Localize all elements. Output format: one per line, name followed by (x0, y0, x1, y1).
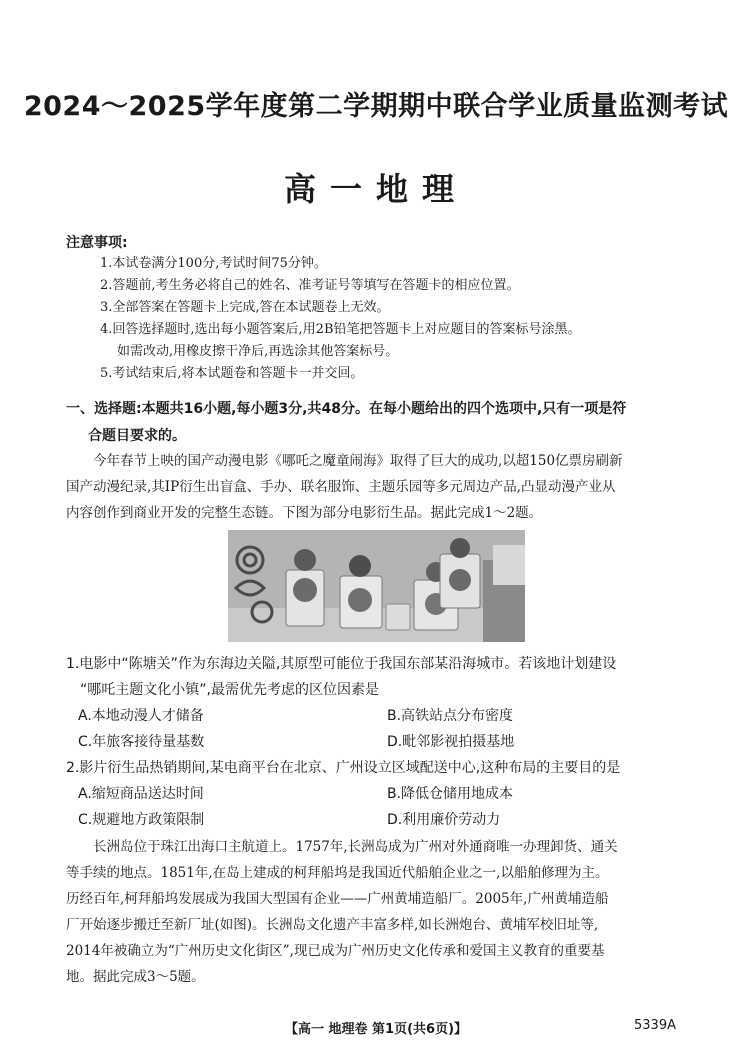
option-d: D.毗邻影视拍摄基地 (387, 734, 515, 750)
movie-merchandise-photo (228, 530, 525, 642)
passage-line: 历经百年,柯拜船坞发展成为我国大型国有企业——广州黄埔造船厂。2005年,广州黄埔造船 (66, 891, 609, 907)
passage-line: 今年春节上映的国产动漫电影《哪吒之魔童闹海》取得了巨大的成功,以超150亿票房刷新 (93, 453, 623, 469)
passage-line: 地。据此完成3～5题。 (66, 969, 205, 985)
notes-heading: 注意事项: (66, 235, 128, 251)
option-a: A.本地动漫人才储备 (78, 708, 204, 724)
notes-item: 3.全部答案在答题卡上完成,答在本试题卷上无效。 (100, 300, 390, 315)
subject-title: 高一地理 (283, 170, 468, 208)
section-heading (66, 396, 696, 450)
passage-line: 国产动漫纪录,其IP衍生出盲盒、手办、联名服饰、主题乐园等多元周边产品,凸显动漫产业从 (66, 479, 616, 495)
option-c: C.规避地方政策限制 (78, 812, 205, 828)
exam-title: 2024～2025学年度第二学期期中联合学业质量监测考试 (23, 91, 729, 122)
notes-item: 如需改动,用橡皮擦干净后,再选涂其他答案标号。 (117, 344, 399, 359)
section-heading-line: 一、选择题:本题共16小题,每小题3分,共48分。在每小题给出的四个选项中,只有一项是符 (66, 401, 627, 417)
passage-line: 厂开始逐步搬迁至新厂址(如图)。长洲岛文化遗产丰富多样,如长洲炮台、黄埔军校旧址等, (66, 917, 599, 933)
passage-line: 等手续的地点。1851年,在岛上建成的柯拜船坞是我国近代船舶企业之一,以船舶修理为主。 (66, 865, 609, 881)
passage-line: 长洲岛位于珠江出海口主航道上。1757年,长洲岛成为广州对外通商唯一办理卸货、通关 (93, 839, 618, 855)
passage-line: 内容创作到商业开发的完整生态链。下图为部分电影衍生品。据此完成1～2题。 (66, 505, 543, 521)
passage-2 (66, 834, 696, 990)
question-2-options (78, 781, 698, 833)
notes-item: 4.回答选择题时,选出每小题答案后,用2B铅笔把答题卡上对应题目的答案标号涂黑。 (100, 322, 581, 337)
question-stem-line: 2.影片衍生品热销期间,某电商平台在北京、广州设立区域配送中心,这种布局的主要目的是 (66, 760, 621, 776)
notes-item: 2.答题前,考生务必将自己的姓名、准考证号等填写在答题卡的相应位置。 (100, 278, 520, 293)
question-1-options (78, 703, 698, 755)
question-stem-line: “哪吒主题文化小镇”,最需优先考虑的区位因素是 (80, 682, 379, 698)
notes-item: 5.考试结束后,将本试题卷和答题卡一并交回。 (100, 366, 364, 381)
option-a: A.缩短商品送达时间 (78, 786, 204, 802)
paper-code: 5339A (634, 1018, 676, 1033)
photo-illustration (228, 530, 525, 642)
notes-item: 1.本试卷满分100分,考试时间75分钟。 (100, 256, 327, 271)
notes-list (100, 253, 700, 385)
question-1 (66, 651, 706, 703)
section-heading-line: 合题目要求的。 (88, 428, 186, 444)
question-stem-line: 1.电影中“陈塘关”作为东海边关隘,其原型可能位于我国东部某沿海城市。若该地计划建设 (66, 656, 617, 672)
passage-line: 2014年被确立为“广州历史文化街区”,现已成为广州历史文化传承和爱国主义教育的重要基 (66, 943, 605, 959)
option-b: B.降低仓储用地成本 (387, 786, 514, 802)
option-b: B.高铁站点分布密度 (387, 708, 514, 724)
page-footer: 【高一 地理卷 第1页(共6页)】 (284, 1022, 468, 1037)
option-c: C.年旅客接待量基数 (78, 734, 205, 750)
question-2 (66, 755, 706, 781)
option-d: D.利用廉价劳动力 (387, 812, 501, 828)
passage-1 (66, 448, 696, 526)
